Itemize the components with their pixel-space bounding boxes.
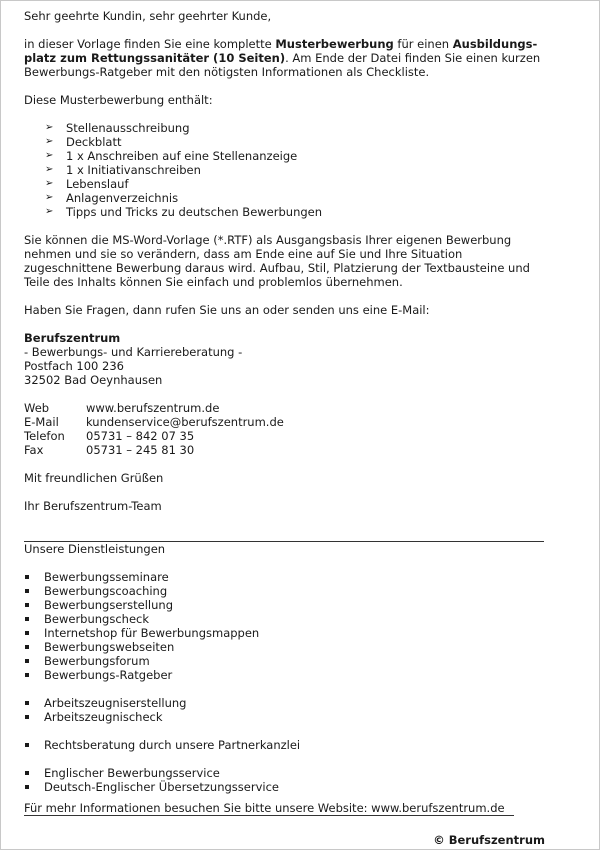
intro-paragraph: in dieser Vorlage finden Sie eine komplette Musterbewerbung für einen Ausbildungs- platz zum Rettungssanitäter (10 Seiten). Am Ende der Datei finden Sie einen kurzen Bewerbungs-Ratgeber mit den nötigsten Informationen als Checkliste. (24, 37, 541, 79)
list-item: Rechtsberatung durch unsere Partnerkanzlei (24, 738, 549, 752)
arrow-bullet-icon: ➢ (45, 192, 54, 203)
services-heading: Unsere Dienstleistungen (24, 542, 166, 556)
contact-block (24, 401, 549, 457)
city: 32502 Bad Oeynhausen (24, 373, 163, 387)
list-item: Bewerbungserstellung (24, 598, 549, 612)
list-item: ➢ Lebenslauf (45, 177, 129, 191)
services-list-main (24, 570, 549, 682)
contact-row-email: E-Mail kundenservice@berufszentrum.de (24, 415, 284, 429)
list-item: ➢ Deckblatt (45, 135, 122, 149)
usage-paragraph: Sie können die MS-Word-Vorlage (*.RTF) als Ausgangsbasis Ihrer eigenen Bewerbung nehmen und sie so verändern, dass am Ende eine auf Sie und Ihre Situation zugeschnittene Bewerbung daraus wird. Aufbau, Stil, Platzierung der Textbausteine und Teile des Inhalts können Sie einfach und problemlos übernehmen. (24, 233, 530, 289)
contact-row-phone: Telefon 05731 – 842 07 35 (24, 429, 195, 443)
list-item: ➢ 1 x Initiativanschreiben (45, 163, 201, 177)
website-link[interactable]: www.berufszentrum.de (86, 401, 220, 415)
services-list-english (24, 766, 549, 794)
phone-number: 05731 – 842 07 35 (86, 429, 195, 443)
letter-body (24, 9, 549, 816)
postbox: Postfach 100 236 (24, 359, 124, 373)
list-item: Bewerbungsforum (24, 654, 549, 668)
arrow-bullet-icon: ➢ (45, 164, 54, 175)
fax-number: 05731 – 245 81 30 (86, 443, 195, 457)
intro-bold-title: Musterbewerbung (275, 37, 394, 51)
contact-row-fax: Fax 05731 – 245 81 30 (24, 443, 195, 457)
contains-list (24, 121, 549, 219)
copyright: © Berufszentrum (433, 833, 545, 847)
company-name: Berufszentrum (24, 331, 121, 345)
contact-row-web: Web www.berufszentrum.de (24, 401, 220, 415)
list-item: ➢ Stellenausschreibung (45, 121, 190, 135)
more-info-link[interactable]: Für mehr Informationen besuchen Sie bitte unsere Website: www.berufszentrum.de (24, 801, 514, 816)
services-list-reference (24, 696, 549, 724)
list-item: ➢ 1 x Anschreiben auf eine Stellenanzeige (45, 149, 298, 163)
address-block (24, 331, 549, 387)
arrow-bullet-icon: ➢ (45, 206, 54, 217)
list-item: ➢ Anlagenverzeichnis (45, 191, 179, 205)
signature: Ihr Berufszentrum-Team (24, 499, 162, 513)
list-item: Bewerbungsseminare (24, 570, 549, 584)
arrow-bullet-icon: ➢ (45, 178, 54, 189)
services-list-legal (24, 738, 549, 752)
arrow-bullet-icon: ➢ (45, 122, 54, 133)
list-item: Arbeitszeugnischeck (24, 710, 549, 724)
closing: Mit freundlichen Grüßen (24, 471, 164, 485)
list-item: Bewerbungscoaching (24, 584, 549, 598)
list-item: Bewerbungswebseiten (24, 640, 549, 654)
greeting: Sehr geehrte Kundin, sehr geehrter Kunde, (24, 9, 272, 23)
arrow-bullet-icon: ➢ (45, 136, 54, 147)
email-link[interactable]: kundenservice@berufszentrum.de (86, 415, 284, 429)
contains-heading: Diese Musterbewerbung enthält: (24, 93, 213, 107)
list-item: Arbeitszeugniserstellung (24, 696, 549, 710)
questions-line: Haben Sie Fragen, dann rufen Sie uns an oder senden uns eine E-Mail: (24, 303, 430, 317)
arrow-bullet-icon: ➢ (45, 150, 54, 161)
company-subtitle: - Bewerbungs- und Karriereberatung - (24, 345, 243, 359)
list-item: Deutsch-Englischer Übersetzungsservice (24, 780, 549, 794)
list-item: Bewerbungscheck (24, 612, 549, 626)
list-item: Bewerbungs-Ratgeber (24, 668, 549, 682)
list-item: Englischer Bewerbungsservice (24, 766, 549, 780)
list-item: ➢ Tipps und Tricks zu deutschen Bewerbungen (45, 205, 323, 219)
list-item: Internetshop für Bewerbungsmappen (24, 626, 549, 640)
